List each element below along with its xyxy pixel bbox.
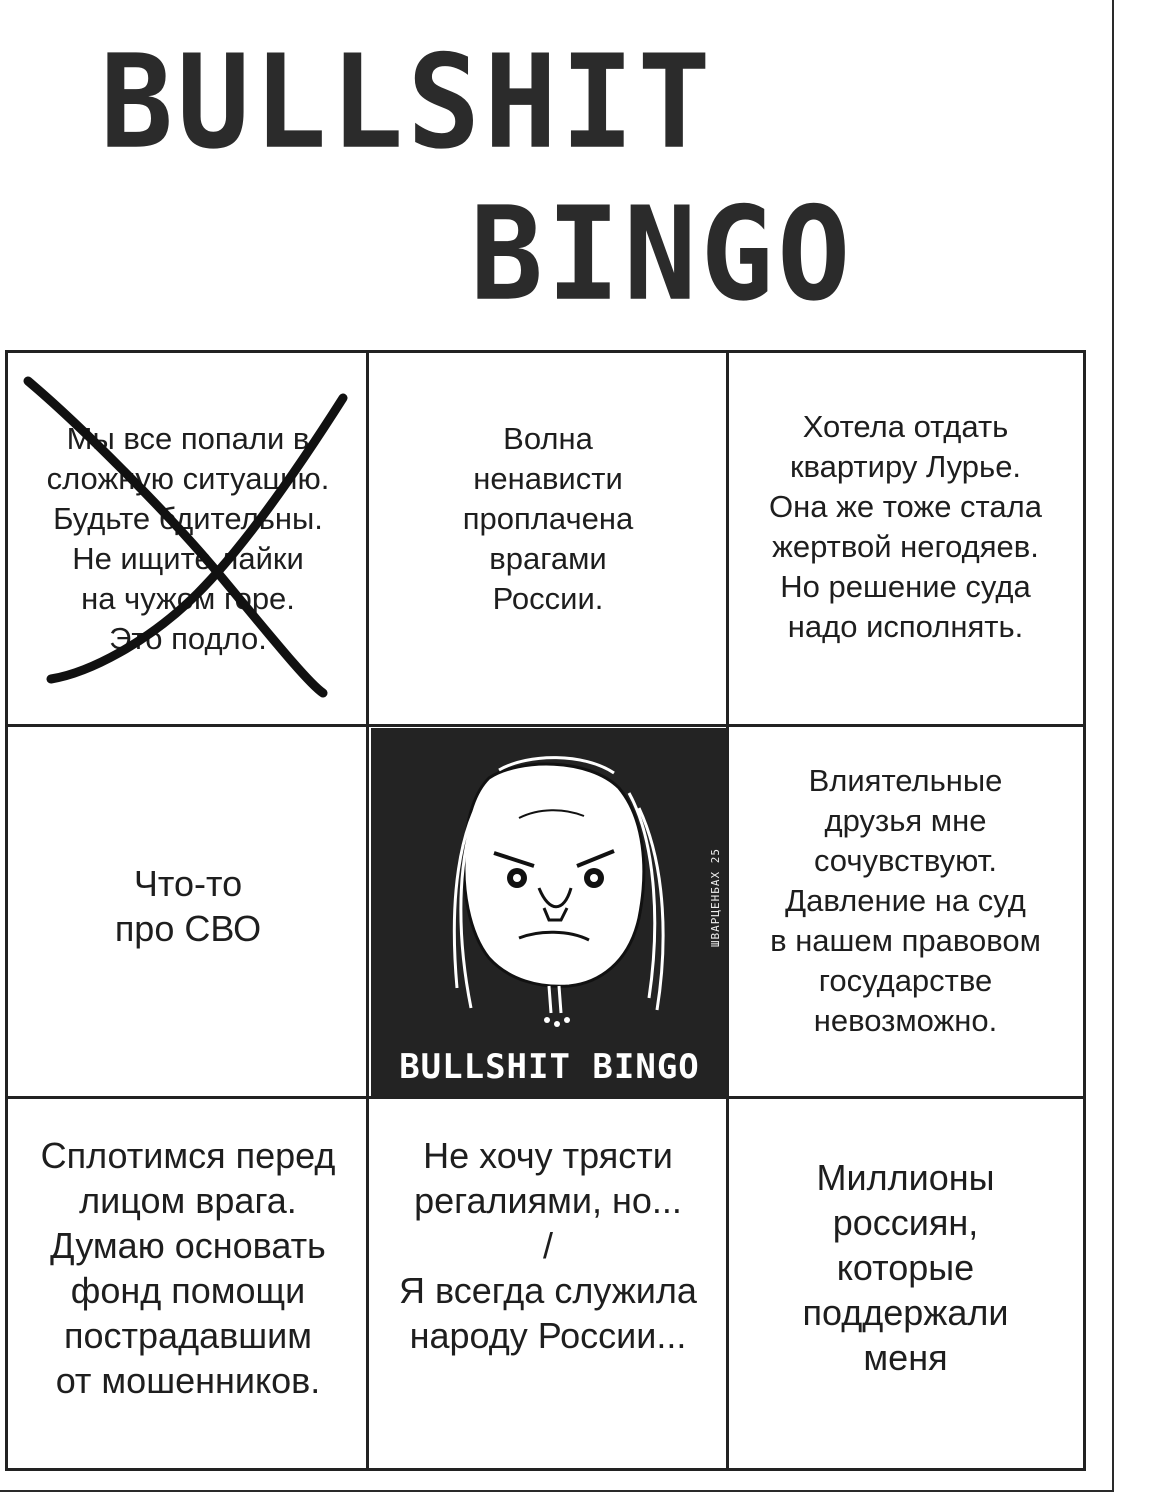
bingo-cell-2[interactable] — [368, 353, 728, 725]
grid-divider-vertical — [366, 353, 369, 1468]
bingo-cell-text: Миллионы россиян, которые поддержали меня — [802, 1157, 1009, 1378]
artist-signature: ШВАРЦЕНБАХ 25 — [709, 848, 722, 948]
caricature-face-icon — [399, 748, 699, 1038]
bingo-cell-text: Не хочу трясти регалиями, но... / Я всегда служила народу России... — [399, 1134, 697, 1356]
sheet-edge-right — [1112, 0, 1114, 1492]
bingo-cell-text: Сплотимся перед лицом врага. Думаю основать фонд помощи пострадавшим от мошенников. — [40, 1134, 336, 1401]
bingo-cell-4[interactable] — [8, 725, 368, 1097]
bingo-cell-3[interactable] — [728, 353, 1083, 725]
bingo-cell-9[interactable] — [728, 1097, 1083, 1468]
bingo-cell-6[interactable] — [728, 725, 1083, 1097]
bingo-cell-1[interactable] — [8, 353, 368, 725]
bingo-cell-text: Хотела отдать квартиру Лурье. Она же тоже стала жертвой негодяев. Но решение суда надо исполнять. — [769, 408, 1042, 644]
grid-divider-vertical — [726, 353, 729, 1468]
grid-divider-horizontal — [8, 724, 1083, 727]
bingo-cell-text: Мы все попали в сложную ситуацию. Будьте бдительны. Не ищите лайки на чужом горе. Это подло. — [46, 421, 330, 656]
grid-divider-horizontal — [8, 1096, 1083, 1099]
bingo-cell-text: Что-то про СВО — [114, 863, 262, 949]
title-line-bullshit: BULLSHIT — [100, 27, 715, 179]
bingo-cell-8[interactable] — [368, 1097, 728, 1468]
sheet-edge-bottom — [0, 1490, 1114, 1492]
bingo-cell-7[interactable] — [8, 1097, 368, 1468]
cross-mark-icon — [18, 373, 358, 713]
title-line-bingo: BINGO — [470, 179, 854, 331]
bingo-cell-text: Волна ненависти проплачена врагами России. — [462, 421, 634, 616]
bingo-cell-text: Влиятельные друзья мне сочувствуют. Давление на суд в нашем правовом государстве невозможно. — [770, 763, 1041, 1038]
center-caption: BULLSHIT BINGO — [399, 1047, 700, 1087]
bingo-cell-center — [371, 728, 728, 1097]
bingo-grid — [5, 350, 1086, 1471]
